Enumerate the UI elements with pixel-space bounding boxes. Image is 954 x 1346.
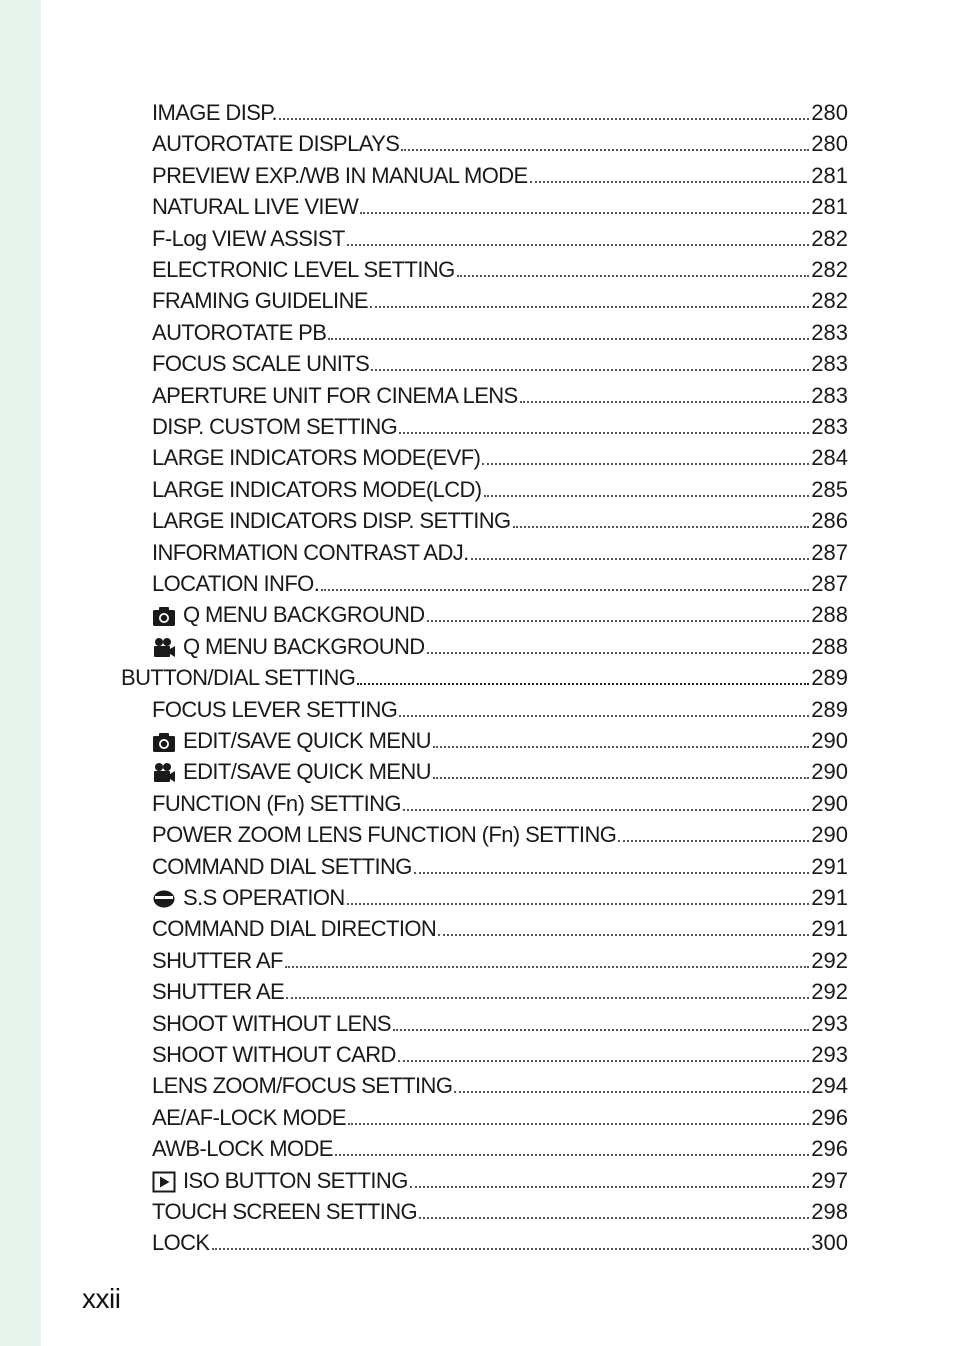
dot-leader — [393, 1029, 809, 1031]
toc-entry-label — [152, 540, 469, 566]
toc-entry-text: FOCUS LEVER SETTING — [152, 696, 398, 722]
toc-entry-text: EDIT/SAVE QUICK MENU — [183, 759, 431, 785]
toc-page-number: 283 — [811, 351, 848, 377]
toc-entry[interactable] — [152, 221, 848, 252]
toc-page-number: 282 — [811, 225, 848, 251]
toc-entry-text: AWB-LOCK MODE — [152, 1136, 333, 1162]
dot-leader — [360, 212, 809, 214]
toc-page-number: 286 — [811, 508, 848, 534]
toc-entry-label — [152, 257, 455, 283]
toc-entry-label — [152, 916, 436, 942]
toc-page-number: 288 — [811, 602, 848, 628]
toc-entry-text: SHOOT WITHOUT CARD — [152, 1042, 396, 1067]
toc-entry[interactable] — [152, 378, 848, 409]
dot-leader — [398, 1060, 809, 1062]
toc-entry-label — [152, 1136, 333, 1162]
dot-leader — [618, 840, 809, 842]
toc-entry-label — [152, 822, 616, 848]
dot-leader — [279, 118, 809, 120]
toc-page-number: 281 — [811, 194, 848, 220]
toc-entry[interactable] — [152, 754, 848, 785]
dot-leader — [484, 495, 810, 497]
toc-entry-text: LARGE INDICATORS DISP. SETTING — [152, 508, 511, 534]
toc-page-number: 296 — [811, 1104, 848, 1130]
toc-entry-text: DISP. CUSTOM SETTING — [152, 414, 398, 439]
toc-entry-text: INFORMATION CONTRAST ADJ. — [152, 539, 469, 565]
toc-entry-text: AE/AF-LOCK MODE — [152, 1104, 346, 1130]
toc-entry-text: AUTOROTATE DISPLAYS — [152, 131, 400, 157]
toc-entry-text: TOUCH SCREEN SETTING — [152, 1199, 418, 1224]
dot-leader — [285, 966, 809, 968]
toc-entry-label — [152, 759, 431, 785]
toc-entry-label — [152, 854, 412, 880]
toc-section-heading[interactable] — [121, 660, 848, 691]
dot-leader — [427, 652, 810, 654]
toc-entry[interactable] — [152, 1131, 848, 1162]
dot-leader — [530, 181, 810, 183]
toc-page-number: 293 — [811, 1042, 848, 1067]
toc-entry-label — [152, 508, 511, 534]
toc-entry-label — [152, 1042, 396, 1068]
toc-entry-text: EDIT/SAVE QUICK MENU — [183, 728, 431, 753]
toc-entry[interactable] — [152, 189, 848, 220]
toc-page-number: 291 — [811, 916, 848, 942]
dot-leader — [403, 809, 809, 811]
toc-entry-text: POWER ZOOM LENS FUNCTION (Fn) SETTING — [152, 822, 617, 848]
toc-entry-label — [152, 697, 397, 723]
dot-leader — [348, 1123, 809, 1125]
dot-leader — [399, 715, 809, 717]
toc-entry[interactable] — [152, 1163, 848, 1194]
toc-entry-label — [152, 100, 277, 126]
dot-leader — [371, 369, 809, 371]
toc-entry-label — [152, 948, 283, 974]
toc-entry-label — [152, 979, 284, 1005]
toc-entry-text: S.S OPERATION — [183, 885, 345, 910]
toc-entry-text: Q MENU BACKGROUND — [183, 633, 425, 659]
toc-entry[interactable] — [152, 346, 848, 377]
toc-page-number: 290 — [811, 790, 848, 816]
toc-entry[interactable] — [152, 943, 848, 974]
toc-entry[interactable] — [152, 158, 848, 189]
toc-entry[interactable] — [152, 849, 848, 880]
toc-entry-label — [152, 602, 425, 628]
toc-entry-text: COMMAND DIAL DIRECTION — [152, 916, 437, 942]
toc-entry-label — [152, 288, 368, 314]
toc-entry-text: Q MENU BACKGROUND — [183, 602, 425, 628]
dot-leader — [370, 306, 809, 308]
toc-page-number: 293 — [811, 1010, 848, 1036]
toc-page-number: 280 — [811, 131, 848, 157]
dot-leader — [438, 934, 809, 936]
toc-entry-text: ISO BUTTON SETTING — [183, 1167, 408, 1193]
toc-page-number: 294 — [811, 1073, 848, 1099]
toc-entry[interactable] — [152, 1006, 848, 1037]
toc-page-number: 300 — [811, 1230, 848, 1256]
toc-entry-label — [152, 791, 401, 817]
playback-icon — [152, 1171, 176, 1193]
dot-leader — [454, 1091, 809, 1093]
toc-page-number: 287 — [811, 539, 848, 565]
toc-page-number: 285 — [811, 476, 848, 502]
toc-page-number: 291 — [811, 885, 848, 910]
toc-entry-text: BUTTON/DIAL SETTING — [121, 665, 356, 691]
dot-leader — [357, 683, 809, 685]
movie-camera-icon — [152, 762, 176, 784]
toc-entry-text: COMMAND DIAL SETTING — [152, 853, 412, 879]
toc-entry[interactable] — [152, 283, 848, 314]
toc-page-number: 283 — [811, 382, 848, 408]
toc-page-number: 292 — [811, 979, 848, 1005]
toc-entry[interactable] — [152, 1037, 848, 1068]
toc-page-number: 290 — [811, 728, 848, 753]
toc-entry-label — [152, 445, 480, 471]
toc-entry-text: AUTOROTATE PB — [152, 319, 327, 345]
toc-entry[interactable] — [152, 786, 848, 817]
toc-page-number: 290 — [811, 822, 848, 848]
toc-entry-label — [152, 1105, 346, 1131]
toc-entry-text: F-Log VIEW ASSIST — [152, 225, 345, 251]
toc-entry[interactable] — [152, 472, 848, 503]
toc-entry-label — [152, 477, 482, 503]
toc-entry-label — [152, 351, 369, 377]
toc-page-number: 287 — [811, 571, 848, 596]
toc-entry[interactable] — [152, 535, 848, 566]
toc-entry-label — [152, 226, 345, 252]
toc-entry-label — [152, 1230, 210, 1256]
dot-leader — [482, 463, 809, 465]
dot-leader — [335, 1154, 809, 1156]
toc-page-number: 282 — [811, 257, 848, 282]
toc-page-number: 291 — [811, 853, 848, 879]
toc-entry[interactable] — [152, 409, 848, 440]
toc-entry-text: FUNCTION (Fn) SETTING — [152, 790, 401, 816]
toc-entry-text: LARGE INDICATORS MODE(EVF) — [152, 445, 481, 471]
toc-entry[interactable] — [152, 880, 848, 911]
toc-entry-label — [152, 634, 425, 660]
toc-page-number: 284 — [811, 445, 848, 471]
still-camera-icon — [152, 731, 176, 753]
toc-page-number: 288 — [811, 633, 848, 659]
toc-page-number: 298 — [811, 1199, 848, 1224]
toc-entry-text: FRAMING GUIDELINE — [152, 288, 368, 314]
toc-entry[interactable] — [152, 1194, 848, 1225]
toc-page-number: 280 — [811, 100, 848, 125]
toc-page-number: 292 — [811, 947, 848, 973]
dot-leader — [414, 872, 810, 874]
toc-page-number: 297 — [811, 1167, 848, 1193]
toc-page-number: 283 — [811, 414, 848, 439]
dot-leader — [471, 558, 810, 560]
toc-entry-text: LOCATION INFO. — [152, 571, 320, 596]
dot-leader — [513, 526, 810, 528]
dot-leader — [401, 149, 809, 151]
toc-entry-text: SHUTTER AF — [152, 947, 283, 973]
toc-entry-text: IMAGE DISP. — [152, 100, 278, 125]
toc-entry-text: SHUTTER AE — [152, 979, 285, 1005]
toc-entry-text: LARGE INDICATORS MODE(LCD) — [152, 476, 482, 502]
toc-entry-text: NATURAL LIVE VIEW — [152, 194, 359, 220]
dot-leader — [433, 746, 809, 748]
still-camera-icon — [152, 605, 176, 627]
toc-entry-label — [152, 194, 358, 220]
toc-entry-text: LOCK — [152, 1230, 210, 1256]
toc-entry-label — [152, 728, 431, 754]
toc-entry-text: SHOOT WITHOUT LENS — [152, 1010, 391, 1036]
toc-entry[interactable] — [152, 503, 848, 534]
dot-leader — [433, 777, 809, 779]
dot-leader — [457, 275, 810, 277]
toc-entry[interactable] — [152, 95, 848, 126]
toc-entry-label — [152, 414, 397, 440]
toc-entry-label — [152, 131, 399, 157]
toc-entry-text: FOCUS SCALE UNITS — [152, 351, 370, 377]
dot-leader — [399, 432, 809, 434]
dot-leader — [286, 997, 809, 999]
toc-entry-label — [152, 885, 345, 911]
toc-entry-label — [121, 665, 355, 691]
dot-leader — [410, 1186, 810, 1188]
toc-page-number: 290 — [811, 759, 848, 785]
toc-entry-label — [152, 1011, 391, 1037]
toc-page-number: 289 — [811, 696, 848, 722]
toc-entry-text: LENS ZOOM/FOCUS SETTING — [152, 1073, 453, 1099]
toc-entry-text: ELECTRONIC LEVEL SETTING — [152, 257, 455, 282]
toc-entry[interactable] — [152, 817, 848, 848]
toc-entry-label — [152, 320, 326, 346]
movie-camera-icon — [152, 637, 176, 659]
toc-entry-label — [152, 383, 518, 409]
side-color-band — [0, 0, 41, 1346]
toc-page-number: 296 — [811, 1136, 848, 1162]
toc-entry[interactable] — [152, 315, 848, 346]
dot-leader — [212, 1248, 810, 1250]
toc-entry-text: APERTURE UNIT FOR CINEMA LENS — [152, 382, 518, 408]
toc-entry-label — [152, 571, 319, 597]
toc-entry-label — [152, 1073, 452, 1099]
toc-entry[interactable] — [152, 974, 848, 1005]
toc-entry[interactable] — [152, 1068, 848, 1099]
toc-entry[interactable] — [152, 566, 848, 597]
toc-entry-text: PREVIEW EXP./WB IN MANUAL MODE — [152, 162, 528, 188]
toc-entry-label — [152, 1199, 417, 1225]
toc-entry[interactable] — [152, 911, 848, 942]
toc-page-number: 281 — [811, 162, 848, 188]
toc-entry[interactable] — [152, 1100, 848, 1131]
dot-leader — [419, 1217, 809, 1219]
dot-leader — [427, 620, 810, 622]
dot-leader — [520, 401, 810, 403]
command-dial-icon — [152, 888, 176, 910]
toc-entry[interactable] — [152, 1225, 848, 1256]
toc-entry[interactable] — [152, 252, 848, 283]
toc-entry-label — [152, 1168, 408, 1194]
toc-entry[interactable] — [152, 692, 848, 723]
dot-leader — [347, 903, 810, 905]
toc-entry[interactable] — [152, 440, 848, 471]
toc-page-number: 283 — [811, 319, 848, 345]
toc-entry[interactable] — [152, 126, 848, 157]
page-number: xxii — [82, 1283, 121, 1314]
dot-leader — [347, 244, 810, 246]
toc-page-number: 282 — [811, 288, 848, 314]
dot-leader — [321, 589, 809, 591]
toc-entry[interactable] — [152, 629, 848, 660]
toc-entry[interactable] — [152, 597, 848, 628]
toc-page-number: 289 — [811, 665, 848, 691]
dot-leader — [328, 338, 809, 340]
toc-entry-label — [152, 163, 528, 189]
toc-entry[interactable] — [152, 723, 848, 754]
